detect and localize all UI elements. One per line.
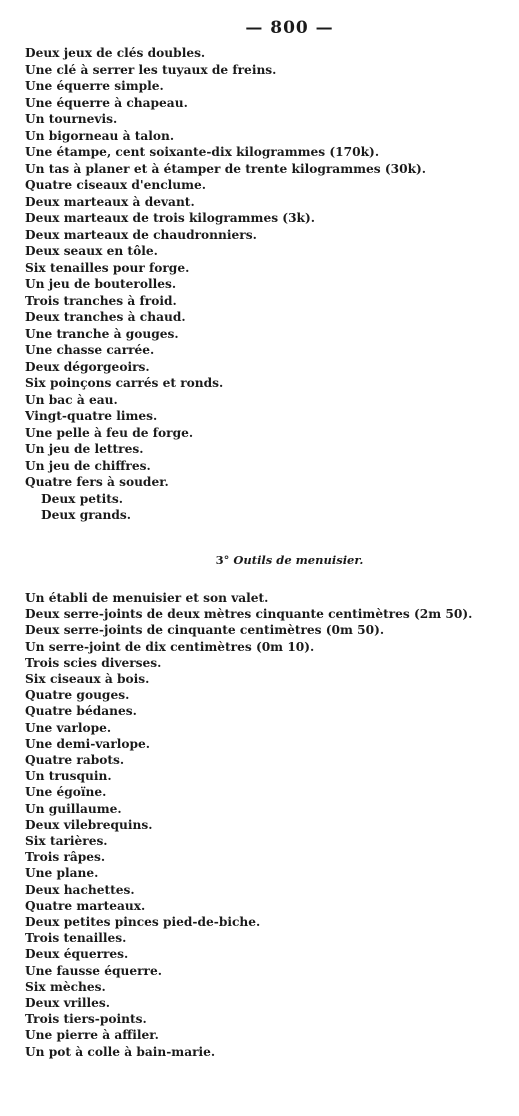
list-item: Deux vrilles.	[25, 996, 110, 1011]
list-item: Un jeu de bouterolles.	[25, 277, 177, 291]
list-item: Deux marteaux de trois kilogrammes (3k).	[25, 211, 316, 225]
list-item: Deux petites pinces pied-de-biche.	[25, 915, 261, 930]
list-item: Quatre marteaux.	[25, 898, 146, 913]
list-item: Deux dégorgeoirs.	[25, 359, 150, 374]
list-item: Un jeu de chiffres.	[25, 458, 151, 473]
list-item: Deux équerres.	[25, 947, 129, 962]
list-item: Un tas à planer et à étamper de trente kilogrammes (30k).	[25, 161, 427, 176]
list-item: Quatre gouges.	[25, 688, 130, 703]
tool-list-forge	[25, 45, 426, 524]
list-item: Deux serre-joints de deux mètres cinquante centimètres (2m 50).	[25, 607, 473, 622]
list-item: Deux serre-joints de cinquante centimètres (0m 50).	[25, 623, 385, 638]
list-item: Deux seaux en tôle.	[25, 244, 158, 258]
list-item: Six tarières.	[25, 834, 108, 849]
list-item: Vingt-quatre limes.	[25, 409, 158, 423]
section-title: Outils de menuisier.	[233, 553, 364, 567]
list-item: Quatre rabots.	[25, 753, 125, 768]
section-heading	[0, 553, 519, 567]
list-item: Un guillaume.	[25, 801, 122, 816]
page-number: — 800 —	[245, 18, 334, 38]
list-item: Quatre bédanes.	[25, 704, 137, 719]
list-item: Deux hachettes.	[25, 882, 135, 897]
list-subitem: Deux grands.	[41, 508, 132, 522]
list-item: Une équerre simple.	[25, 79, 164, 93]
list-item: Trois tranches à froid.	[25, 293, 177, 308]
tool-list-menuisier	[25, 590, 472, 1060]
list-item: Six poinçons carrés et ronds.	[25, 376, 224, 390]
list-item: Une étampe, cent soixante-dix kilogrammes (170k).	[25, 145, 380, 159]
list-item: Une fausse équerre.	[25, 963, 162, 978]
list-item: Une plane.	[25, 866, 99, 881]
list-item: Trois tenailles.	[25, 931, 127, 946]
list-item: Un pot à colle à bain-marie.	[25, 1044, 216, 1059]
list-item: Deux vilebrequins.	[25, 817, 153, 832]
list-item: Deux tranches à chaud.	[25, 310, 186, 324]
list-item: Six ciseaux à bois.	[25, 672, 150, 687]
list-item: Quatre ciseaux d'enclume.	[25, 178, 207, 192]
list-item: Une varlope.	[25, 720, 112, 735]
list-item: Un tournevis.	[25, 112, 118, 126]
list-item: Une demi-varlope.	[25, 736, 151, 751]
list-item: Une tranche à gouges.	[25, 326, 179, 341]
list-item: Une équerre à chapeau.	[25, 95, 188, 110]
list-item: Un bac à eau.	[25, 392, 118, 407]
list-item: Deux marteaux de chaudronniers.	[25, 227, 257, 242]
list-item: Six tenailles pour forge.	[25, 260, 190, 275]
list-item: Un jeu de lettres.	[25, 442, 144, 456]
list-item: Une pelle à feu de forge.	[25, 425, 194, 440]
list-item: Une égoïne.	[25, 785, 107, 800]
list-item: Trois scies diverses.	[25, 655, 162, 670]
list-item: Une pierre à affiler.	[25, 1028, 159, 1043]
list-item: Trois tiers-points.	[25, 1012, 147, 1027]
list-subitem: Deux petits.	[41, 491, 123, 506]
list-item: Un bigorneau à talon.	[25, 128, 175, 143]
list-item: Une clé à serrer les tuyaux de freins.	[25, 62, 277, 77]
list-item: Deux jeux de clés doubles.	[25, 46, 206, 60]
list-item: Un serre-joint de dix centimètres (0m 10).	[25, 639, 315, 654]
list-item: Six mèches.	[25, 979, 106, 994]
list-item: Deux marteaux à devant.	[25, 194, 195, 209]
list-item: Une chasse carrée.	[25, 343, 155, 357]
list-item: Trois râpes.	[25, 850, 106, 865]
list-item: Un trusquin.	[25, 769, 112, 784]
section-number: 3°	[215, 553, 230, 567]
list-item: Quatre fers à souder.	[25, 475, 169, 489]
list-item: Un établi de menuisier et son valet.	[25, 591, 269, 605]
